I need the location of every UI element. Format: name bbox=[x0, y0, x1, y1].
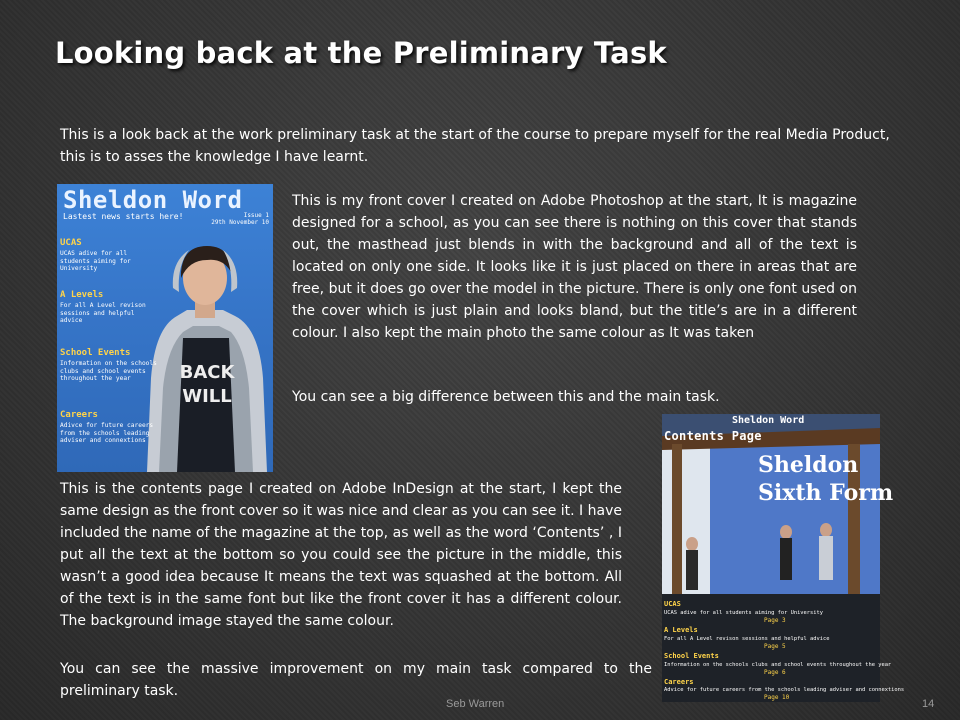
contents-page-description: This is the contents page I created on Adobe InDesign at the start, I kept the same design as the front cover so it was nice and clear as you can see it. I have included the name of the magazine at the top, as well as the word ‘Contents’ , I put all the text at the bottom so you could see the picture in the middle, this wasn’t a good idea because It means the text was squashed at the bottom. All of the text is in the same font but like the front cover it has a different colour. The background image stayed the same colour. bbox=[60, 481, 622, 629]
cover-tagline: Lastest news starts here! bbox=[63, 212, 184, 221]
contents-entry-page: Page 5 bbox=[764, 643, 786, 650]
cover-section-body: UCAS adive for all students aiming for University bbox=[60, 250, 131, 272]
cover-masthead: Sheldon Word bbox=[63, 186, 243, 214]
contents-entry-heading: Careers bbox=[664, 678, 694, 686]
front-cover-description: This is my front cover I created on Adobe Photoshop at the start, It is magazine designed for a school, as you can see there is nothing on this cover that stands out, the masthead just blends in with the background and all of the text is located on only one side. It looks like it is just placed on there in areas that are free, but it does go over the model in the picture. There is only one font used on the cover which is just plain and looks bland, but the title’s are in a different colour. I also kept the main photo the same colour as It was taken bbox=[292, 193, 857, 341]
cover-section-heading: A Levels bbox=[60, 290, 104, 300]
cover-issue-info bbox=[211, 212, 269, 226]
contents-entry-body: Advice for future careers from the schools leading adviser and connextions bbox=[664, 687, 905, 693]
cover-section-body: Adivce for future careers from the schools leading adviser and connextions bbox=[60, 422, 154, 444]
contents-entry-page: Page 10 bbox=[764, 694, 790, 701]
contents-sign-line1: Sheldon bbox=[758, 452, 859, 478]
svg-text:WILL: WILL bbox=[182, 386, 232, 407]
cover-section-body: Information on the schools clubs and school events throughout the year bbox=[60, 360, 157, 382]
contents-entry-body: Information on the schools clubs and school events throughout the year bbox=[664, 662, 892, 668]
cover-section-body: For all A Level revison sessions and helpful advice bbox=[60, 302, 146, 324]
cover-issue-date: 29th November 10 bbox=[211, 219, 269, 226]
cover-issue-number: Issue 1 bbox=[243, 212, 269, 219]
contents-masthead: Sheldon Word bbox=[732, 415, 805, 426]
contents-page-image bbox=[662, 414, 905, 702]
front-cover-difference: You can see a big difference between this and the main task. bbox=[292, 389, 720, 405]
cover-section-heading: UCAS bbox=[60, 238, 82, 248]
contents-entry-heading: School Events bbox=[664, 652, 719, 660]
contents-entry-body: For all A Level revison sessions and helpful advice bbox=[664, 636, 830, 642]
contents-entry-page: Page 6 bbox=[764, 669, 786, 676]
cover-section-heading: School Events bbox=[60, 348, 131, 358]
intro-paragraph: This is a look back at the work preliminary task at the start of the course to prepare myself for the real Media Product, this is to asses the knowledge I have learnt. bbox=[60, 127, 890, 165]
front-cover-image bbox=[57, 184, 273, 472]
cover-section-heading: Careers bbox=[60, 410, 98, 420]
contents-entry-heading: UCAS bbox=[664, 600, 681, 608]
contents-sign-line2: Sixth Form bbox=[758, 480, 894, 506]
slide-title: Looking back at the Preliminary Task bbox=[55, 36, 667, 70]
contents-title: Contents Page bbox=[664, 429, 762, 443]
contents-improvement-note: You can see the massive improvement on my main task compared to the preliminary task. bbox=[60, 661, 652, 699]
slide-number: 14 bbox=[922, 698, 935, 710]
contents-entry-page: Page 3 bbox=[764, 617, 786, 624]
contents-entry-heading: A Levels bbox=[664, 626, 698, 634]
footer-author: Seb Warren bbox=[446, 698, 505, 710]
svg-text:BACK: BACK bbox=[179, 362, 235, 383]
contents-entry-body: UCAS adive for all students aiming for University bbox=[664, 610, 824, 616]
